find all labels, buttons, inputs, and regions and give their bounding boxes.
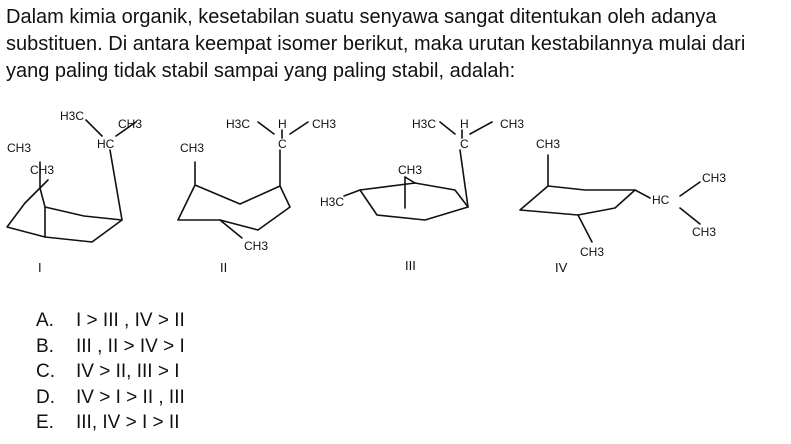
structure-ii-bonds [178,122,308,238]
structure-iii-ch3-right-label: CH3 [500,117,525,131]
option-letter: C. [36,361,55,382]
structure-i-ch3-b-label: CH3 [30,163,55,177]
structure-ii-label: II [220,260,228,275]
structure-ii-c-label: C [278,137,287,151]
structure-i-h3c-label: H3C [60,109,85,123]
option-text: IV > II, III > I [76,361,180,382]
question-line-2: substituen. Di antara keempat isomer berikut, maka urutan kestabilannya mulai dari [6,33,746,55]
structure-i-ch3-right-label: CH3 [118,117,143,131]
structure-i-hc-label: HC [97,137,115,151]
option-letter: A. [36,310,54,331]
structure-ii-ch3-a-label: CH3 [180,141,205,155]
structure-ii-h3c-label: H3C [226,117,251,131]
structure-iii-h3c-b-label: H3C [320,195,345,209]
isomer-structures [0,100,791,290]
structure-i-bonds [7,120,136,242]
question-text [6,4,786,85]
structure-i-ch3-a-label: CH3 [7,141,32,155]
structure-ii-ch3-b-label: CH3 [244,239,269,253]
structure-iii-h-label: H [460,117,469,131]
structure-iv-ch3-bottom-label: CH3 [692,225,717,239]
question-line-3: yang paling tidak stabil sampai yang paling stabil, adalah: [6,60,516,82]
option-d[interactable] [36,385,185,411]
structure-iii-ch3-a-label: CH3 [398,163,423,177]
structure-iv-bonds [520,155,700,242]
option-c[interactable] [36,359,185,385]
structures-svg [0,100,791,290]
answer-options [36,308,185,436]
structure-ii-ch3-right-label: CH3 [312,117,337,131]
option-text: III, IV > I > II [76,412,180,433]
structure-iv-hc-label: HC [652,193,670,207]
structure-iv-ch3-a-label: CH3 [536,137,561,151]
structure-i-label: I [38,260,42,275]
option-letter: E. [36,412,54,433]
structure-iv-ch3-top-label: CH3 [702,171,727,185]
structure-iii-h3c-label: H3C [412,117,437,131]
question-line-1: Dalam kimia organik, kesetabilan suatu senyawa sangat ditentukan oleh adanya [6,6,717,28]
structure-iii-label: III [405,258,416,273]
structure-ii-h-label: H [278,117,287,131]
option-b[interactable] [36,334,185,360]
structure-iv-ch3-b-label: CH3 [580,245,605,259]
option-text: I > III , IV > II [76,310,185,331]
option-text: IV > I > II , III [76,386,185,408]
option-letter: B. [36,335,54,357]
structure-iii-c-label: C [460,137,469,151]
structure-iv-label: IV [555,260,568,275]
option-text: III , II > IV > I [76,335,185,357]
option-e[interactable] [36,410,185,436]
option-letter: D. [36,386,55,408]
option-a[interactable] [36,308,185,334]
